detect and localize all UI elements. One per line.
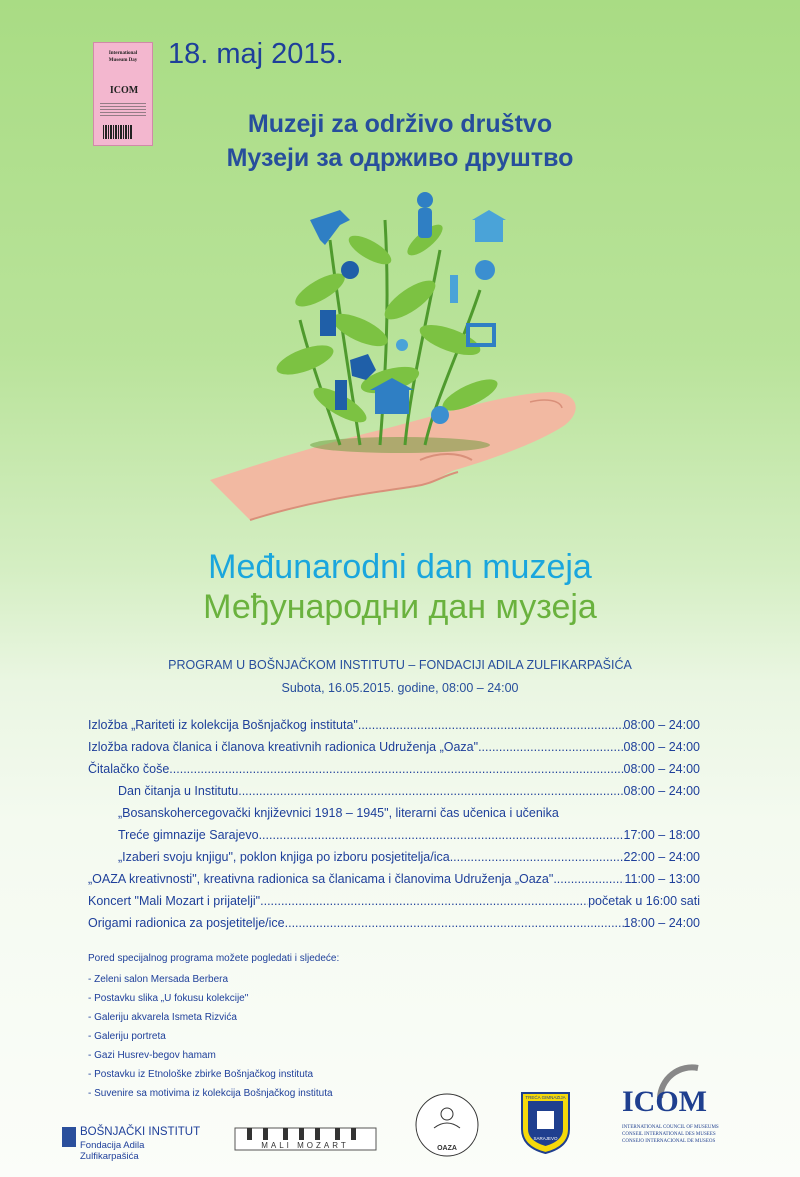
schedule-time: 08:00 – 24:00	[623, 718, 700, 732]
schedule-text: Koncert "Mali Mozart i prijatelji"	[88, 894, 261, 908]
icom-line3: CONSEJO INTERNACIONAL DE MUSEOS	[622, 1139, 716, 1144]
schedule-time: 22:00 – 24:00	[623, 850, 700, 864]
schedule-time: 08:00 – 24:00	[623, 740, 700, 754]
schedule-time: 18:00 – 24:00	[623, 916, 700, 930]
icom-logo	[622, 1058, 730, 1156]
bi-name: BOŠNJAČKI INSTITUT	[80, 1126, 201, 1138]
schedule-text: Čitalačko čoše	[88, 762, 170, 776]
theme-cyrillic: Музеји за одрживо друштво	[226, 144, 574, 172]
schedule-row	[88, 894, 700, 916]
icom-text: ICOM	[622, 1085, 707, 1118]
gimnazija-bottom-text: SARAJEVO	[533, 1136, 558, 1141]
list-item: - Galeriju akvarela Ismeta Rizvića	[88, 1012, 237, 1023]
treca-gimnazija-logo	[518, 1089, 573, 1155]
schedule-text: Izložba radova članica i članova kreativnih radionica Udruženja „Oaza"	[88, 740, 479, 754]
program-title: PROGRAM U BOŠNJAČKOM INSTITUTU – FONDACIJI ADILA ZULFIKARPAŠIĆA	[168, 658, 632, 672]
day-title-latin: Međunarodni dan muzeja	[208, 548, 592, 586]
schedule-time: 08:00 – 24:00	[623, 784, 700, 798]
schedule-row	[88, 828, 700, 850]
ticket-line2: Museum Day	[108, 58, 138, 63]
ticket-line1: International	[108, 51, 138, 56]
gimnazija-top-text: TREĆA GIMNAZIJA	[525, 1095, 566, 1100]
schedule-row	[88, 740, 700, 762]
list-item: - Suvenire sa motivima iz kolekcija Bošnjačkog instituta	[88, 1088, 333, 1099]
schedule-text: Treće gimnazije Sarajevo	[118, 828, 259, 842]
event-date: 18. maj 2015.	[168, 38, 344, 70]
schedule-text: „Bosanskohercegovački književnici 1918 – 1945", literarni čas učenica i učenika	[118, 806, 559, 820]
list-item: - Postavku iz Etnološke zbirke Bošnjačkog instituta	[88, 1069, 314, 1080]
schedule-row	[88, 718, 700, 740]
schedule-row	[88, 872, 700, 894]
schedule-row	[88, 762, 700, 784]
schedule-row	[88, 850, 700, 872]
theme-latin: Muzeji za održivo društvo	[247, 110, 553, 138]
schedule-row	[88, 784, 700, 806]
mali-mozart-text: MALI MOZART	[261, 1141, 349, 1150]
list-item: - Gazi Husrev-begov hamam	[88, 1050, 216, 1061]
schedule-text: „OAZA kreativnosti", kreativna radionica sa članicama i članovima Udruženja „Oaza"	[88, 872, 554, 886]
icom-line1: INTERNATIONAL COUNCIL OF MUSEUMS	[622, 1125, 719, 1130]
schedule-time: 17:00 – 18:00	[623, 828, 700, 842]
oaza-text: OAZA	[437, 1145, 457, 1152]
bi-mark-icon	[62, 1127, 76, 1147]
icom-line2: CONSEIL INTERNATIONAL DES MUSEES	[622, 1132, 716, 1137]
schedule-text: Origami radionica za posjetitelje/ice	[88, 916, 285, 930]
bosnjacki-institut-logo	[62, 1125, 202, 1162]
schedule-time: 08:00 – 24:00	[623, 762, 700, 776]
extras-title: Pored specijalnog programa možete pogledati i sljedeće:	[88, 953, 340, 964]
schedule-row	[88, 806, 700, 828]
schedule-text: Dan čitanja u Institutu	[118, 784, 239, 798]
schedule-list	[88, 718, 700, 938]
schedule-time: 11:00 – 13:00	[624, 872, 700, 886]
schedule-text: „Izaberi svoju knjigu", poklon knjiga po izboru posjetitelja/ica	[118, 850, 450, 864]
list-item: - Zeleni salon Mersada Berbera	[88, 974, 229, 985]
program-date: Subota, 16.05.2015. godine, 08:00 – 24:00	[281, 681, 519, 695]
day-title-cyrillic: Међународни дан музеја	[203, 588, 597, 626]
list-item: - Postavku slika „U fokusu kolekcije"	[88, 993, 249, 1004]
mali-mozart-logo	[233, 1112, 378, 1152]
schedule-text: Izložba „Rariteti iz kolekcija Bošnjačkog instituta"	[88, 718, 358, 732]
oaza-logo	[414, 1092, 480, 1158]
bi-subtitle: Fondacija Adila Zulfikarpašića	[80, 1140, 145, 1162]
schedule-time: početak u 16:00 sati	[588, 894, 700, 908]
ticket-icom-logo: ICOM	[109, 85, 139, 96]
hand-holding-plants-icon	[210, 180, 590, 550]
list-item: - Galeriju portreta	[88, 1031, 166, 1042]
extras-list	[88, 970, 333, 1103]
schedule-row	[88, 916, 700, 938]
